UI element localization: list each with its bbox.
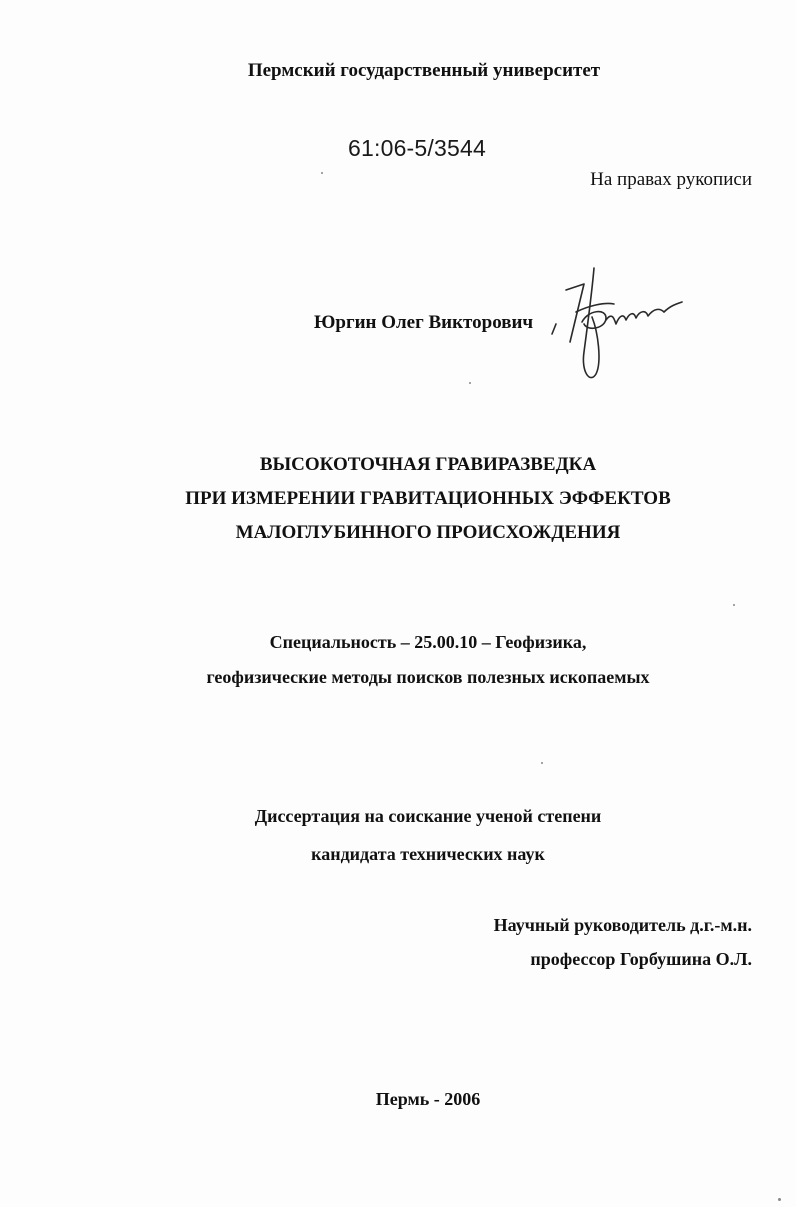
rights-note: На правах рукописи	[590, 169, 752, 190]
university-name: Пермский государственный университет	[247, 60, 601, 81]
title-line-2: ПРИ ИЗМЕРЕНИИ ГРАВИТАЦИОННЫХ ЭФФЕКТОВ	[185, 488, 671, 509]
scan-speck	[321, 172, 323, 174]
author-name: Юргин Олег Викторович	[314, 312, 534, 333]
specialty-line-2: геофизические методы поисков полезных ископаемых	[206, 667, 650, 687]
supervisor-line-1: Научный руководитель д.г.-м.н.	[493, 915, 752, 935]
specialty-line-1: Специальность – 25.00.10 – Геофизика,	[269, 632, 587, 652]
scan-speck	[778, 1198, 781, 1201]
scan-speck	[541, 762, 543, 764]
dissertation-line-2: кандидата технических наук	[311, 844, 545, 864]
registry-number: 61:06-5/3544	[348, 135, 486, 161]
scan-speck	[469, 382, 471, 384]
dissertation-line-1: Диссертация на соискание ученой степени	[254, 806, 602, 826]
scan-speck	[733, 604, 735, 606]
supervisor-line-2: профессор Горбушина О.Л.	[530, 949, 752, 969]
title-line-1: ВЫСОКОТОЧНАЯ ГРАВИРАЗВЕДКА	[259, 454, 597, 475]
handwritten-signature-icon	[548, 262, 688, 387]
city-year: Пермь - 2006	[375, 1089, 481, 1109]
title-line-3: МАЛОГЛУБИННОГО ПРОИСХОЖДЕНИЯ	[235, 522, 621, 543]
